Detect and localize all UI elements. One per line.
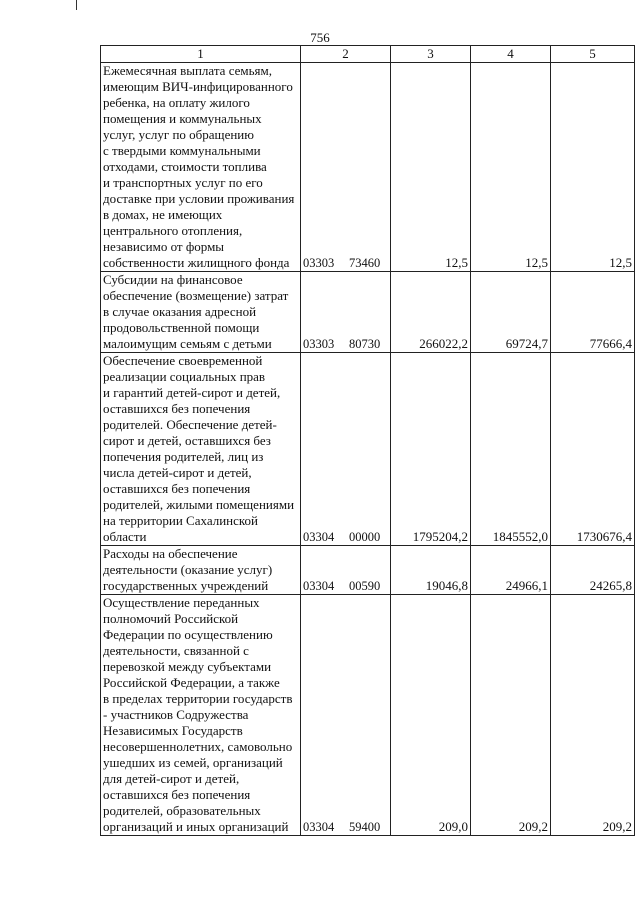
- value-year-2: 1845552,0: [471, 353, 551, 546]
- code-section: 03304: [303, 530, 335, 544]
- value-year-1: 266022,2: [391, 272, 471, 353]
- row-code: [301, 595, 391, 836]
- row-description: [101, 272, 301, 353]
- value-year-2: 12,5: [471, 63, 551, 272]
- table-row: [101, 353, 635, 546]
- value-year-3: 24265,8: [551, 546, 635, 595]
- row-code: [301, 546, 391, 595]
- header-row: [101, 46, 635, 63]
- code-item: 59400: [349, 820, 381, 834]
- code-section: 03304: [303, 820, 335, 834]
- value-year-1: 209,0: [391, 595, 471, 836]
- value-year-2: 24966,1: [471, 546, 551, 595]
- table-row: [101, 546, 635, 595]
- row-code: [301, 353, 391, 546]
- value-year-1: 12,5: [391, 63, 471, 272]
- value-year-3: 77666,4: [551, 272, 635, 353]
- code-item: 80730: [349, 337, 381, 351]
- code-item: 73460: [349, 256, 381, 270]
- table-row: [101, 63, 635, 272]
- description-text: Осуществление переданных полномочий Российской Федерации по осуществлению деятельности, связанной с перевозкой между субъектами Российской Федерации, а также в пределах территории государств - участников Содружества Независимых Государств несовершеннолетних, самовольно ушедших из семей, организаций для детей-сирот и детей, оставшихся без попечения родителей, образовательных организаций и иных организаций: [103, 595, 293, 834]
- row-code: [301, 63, 391, 272]
- value-year-1: 19046,8: [391, 546, 471, 595]
- code-item: 00590: [349, 579, 381, 593]
- table-row: [101, 595, 635, 836]
- description-text: Субсидии на финансовое обеспечение (возмещение) затрат в случае оказания адресной продовольственной помощи малоимущим семьям с детьми: [103, 272, 289, 351]
- value-year-1: 1795204,2: [391, 353, 471, 546]
- description-text: Ежемесячная выплата семьям, имеющим ВИЧ-инфицированного ребенка, на оплату жилого помещения и коммунальных услуг, услуг по обращению с твердыми коммунальными отходами, стоимости топлива и транспортных услуг по его доставке при условии проживания в домах, не имеющих центрального отопления, независимо от формы собственности жилищного фонда: [103, 63, 295, 270]
- column-header-1: 1: [101, 46, 301, 63]
- value-year-3: 1730676,4: [551, 353, 635, 546]
- column-header-3: 3: [391, 46, 471, 63]
- row-description: [101, 546, 301, 595]
- budget-table: [100, 45, 635, 836]
- value-year-2: 209,2: [471, 595, 551, 836]
- column-header-4: 4: [471, 46, 551, 63]
- value-year-3: 209,2: [551, 595, 635, 836]
- code-section: 03303: [303, 256, 335, 270]
- row-description: [101, 353, 301, 546]
- page-number: 756: [310, 30, 330, 45]
- value-year-2: 69724,7: [471, 272, 551, 353]
- margin-mark: [76, 0, 77, 10]
- row-description: [101, 595, 301, 836]
- code-section: 03303: [303, 337, 335, 351]
- description-text: Обеспечение своевременной реализации социальных прав и гарантий детей-сирот и детей, оставшихся без попечения родителей. Обеспечение детей- сирот и детей, оставшихся без попечения родителей, лиц из числа детей-сирот и детей, оставшихся без попечения родителей, жилыми помещениями на территории Сахалинской области: [103, 353, 295, 544]
- code-section: 03304: [303, 579, 335, 593]
- column-header-2: 2: [301, 46, 391, 63]
- column-header-5: 5: [551, 46, 635, 63]
- description-text: Расходы на обеспечение деятельности (оказание услуг) государственных учреждений: [103, 546, 273, 593]
- value-year-3: 12,5: [551, 63, 635, 272]
- row-description: [101, 63, 301, 272]
- row-code: [301, 272, 391, 353]
- code-item: 00000: [349, 530, 381, 544]
- table-row: [101, 272, 635, 353]
